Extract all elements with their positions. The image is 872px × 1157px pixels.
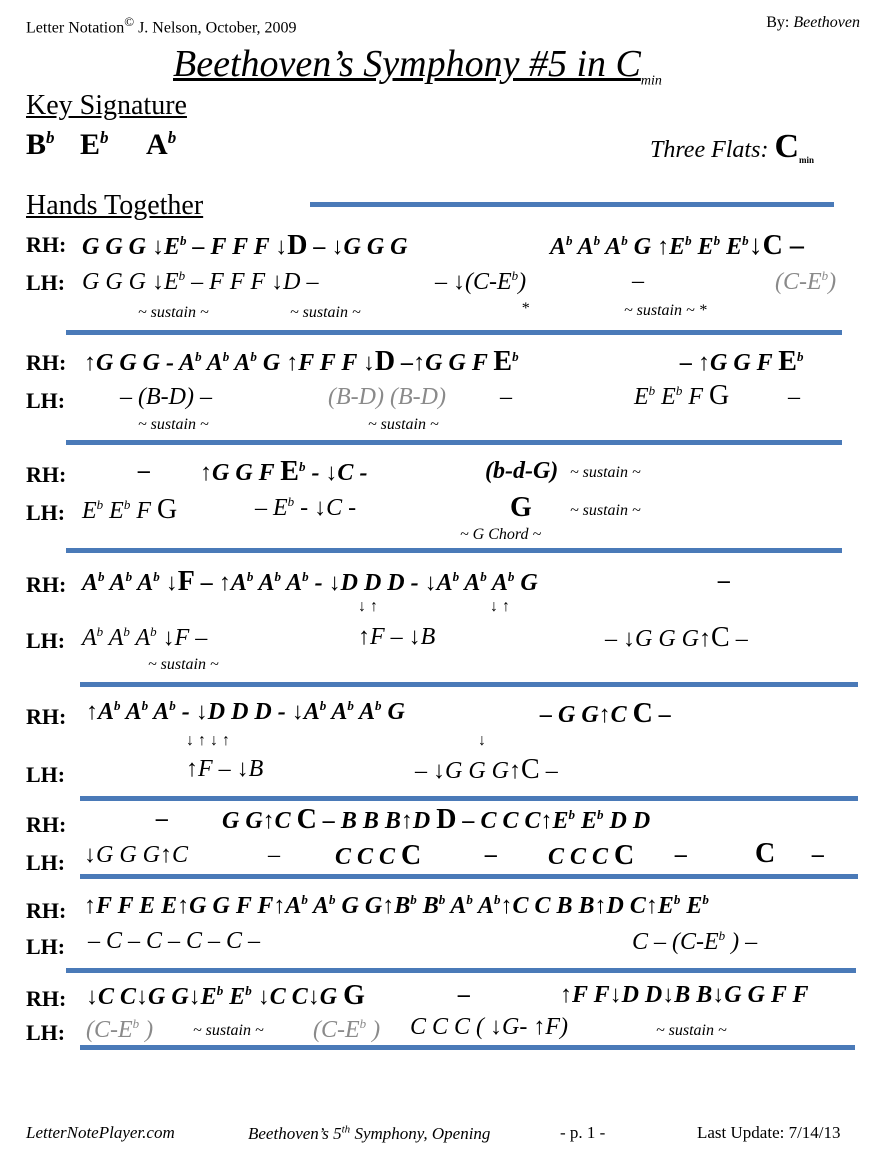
line5-rh-right: – G G↑C C – — [540, 698, 671, 729]
arrow-marks: ↓ ↑ — [358, 598, 378, 615]
line3-rh: ↑G G F $E^b$ - ↓C - — [200, 456, 368, 487]
three-flats-label — [650, 128, 814, 166]
key-signature-notes — [26, 128, 176, 162]
lh-label: LH: — [26, 270, 66, 295]
footer-page-number: - p. 1 - — [560, 1123, 606, 1142]
sustain-note: ~ sustain ~ — [368, 416, 439, 433]
sustain-note: ~ sustain ~ — [138, 416, 209, 433]
line2-lh: – (B-D) – — [120, 384, 212, 410]
lh-label: LH: — [26, 500, 66, 525]
flat-mark: b — [46, 128, 55, 147]
by-name: Beethoven — [793, 14, 860, 31]
lh-label: LH: — [26, 1020, 66, 1045]
sustain-note: ~ sustain ~ — [656, 1022, 727, 1039]
line1-lh: G G G $↓E^b$ – F F F ↓D – — [82, 268, 319, 295]
lh-label: LH: — [26, 628, 66, 653]
sustain-note: ~ sustain ~ — [138, 304, 209, 321]
line6-rh-dash: – — [156, 806, 168, 832]
line6-lh-c3: C — [755, 838, 776, 869]
line2-rh: ↑G G G - $A^b$ $A^b$ $A^b$ G ↑F F F ↓D –↑G G F $E^b$ — [84, 346, 519, 377]
divider-bar — [66, 968, 856, 973]
line1-lh-mid: – $↓(C-E^b)$ — [435, 268, 527, 295]
divider-bar — [80, 796, 858, 801]
line4-lh-right: – ↓G G G↑C – — [605, 622, 748, 653]
line4-rh-end: – — [718, 568, 730, 594]
lh-label: LH: — [26, 850, 66, 875]
line2-rh-right: – ↑G G F $E^b$ — [680, 346, 804, 377]
by-label: By: — [766, 14, 790, 31]
divider-bar — [80, 874, 858, 879]
divider-bar — [66, 330, 842, 335]
line8-rh: ↓C C↓G $G↓E^b$ $E^b$ ↓C C↓G G — [86, 980, 365, 1011]
sustain-note: ~ sustain ~ — [570, 502, 641, 519]
line6-lh-dash: – — [268, 842, 280, 868]
title-sub: min — [640, 73, 662, 89]
line2-lh-dash: – — [500, 384, 512, 410]
rh-label: RH: — [26, 462, 67, 487]
arrow-marks: ↓ — [478, 732, 486, 749]
line5-rh: $↑A^b$ $A^b$ $A^b$ - ↓D D D - $↓A^b$ $A^b$ $A^b$ G — [86, 698, 405, 725]
key-note-e: E — [80, 128, 101, 161]
line3-rh-chord: (b-d-G) — [485, 458, 559, 484]
line4-lh-mid: ↑F – ↓B — [358, 624, 436, 650]
line4-lh: $A^b$ $A^b$ $A^b$ ↓F – — [82, 624, 208, 651]
line6-lh-end: – — [812, 842, 824, 868]
rh-label: RH: — [26, 986, 67, 1011]
divider-bar — [80, 682, 858, 687]
key-signature-heading: Key Signature — [26, 90, 187, 121]
line2-lh-gray: (B-D) (B-D) — [328, 384, 446, 410]
divider-bar — [66, 440, 842, 445]
footer-site: LetterNotePlayer.com — [26, 1123, 175, 1142]
rh-label: RH: — [26, 350, 67, 375]
header-left — [26, 14, 297, 37]
arrow-marks: ↓ ↑ ↓ ↑ — [186, 732, 230, 749]
lh-label: LH: — [26, 388, 66, 413]
line6-lh-dash2: – — [485, 842, 497, 868]
rh-label: RH: — [26, 898, 67, 923]
title-main: Beethoven’s Symphony #5 in C — [173, 43, 641, 85]
line3-lh-chord: G — [510, 492, 532, 523]
line7-rh: ↑F F E E↑G G F $F↑A^b$ $A^b$ G $G↑B^b$ $B^b$ $A^b$ $A^b↑C$ C B B↑D $C↑E^b$ $E^b$ — [84, 892, 709, 919]
line4-rh: $A^b$ $A^b$ $A^b$ ↓F – $↑A^b$ $A^b$ $A^b$ - ↓D D D - $↓A^b$ $A^b$ $A^b$ G — [82, 566, 538, 597]
rh-label: RH: — [26, 704, 67, 729]
line8-lh-gray2: ($C-E^b$ ) — [313, 1016, 381, 1043]
line5-lh-right: – ↓G G G↑C – — [415, 754, 558, 785]
page-title — [173, 42, 662, 90]
line8-rh-dash: – — [458, 982, 470, 1008]
rh-label: RH: — [26, 812, 67, 837]
line3-lh-mid: – $E^b$ - ↓C - — [255, 494, 357, 521]
line8-lh-gray1: ($C-E^b$ ) — [86, 1016, 154, 1043]
lh-label: LH: — [26, 934, 66, 959]
release-mark: * — [521, 300, 529, 317]
three-flats-text: Three Flats: — [650, 137, 769, 163]
rh-label: RH: — [26, 572, 67, 597]
footer-last-update: Last Update: 7/14/13 — [697, 1123, 841, 1142]
footer-piece: Beethoven’s 5th Symphony, Opening — [248, 1123, 491, 1143]
line6-rh: G G↑C C – B B B↑D D – C C $C↑E^b$ $E^b$ D D — [222, 804, 651, 835]
line8-rh-right: ↑F F↓D D↓B B↓G G F F — [560, 982, 809, 1008]
key-note-b: B — [26, 128, 47, 161]
line6-lh-dash3: – — [675, 842, 687, 868]
line1-rh: G G G $↓E^b$ – F F F ↓D – ↓G G G — [82, 230, 408, 261]
line3-rh-dash: – — [138, 458, 150, 484]
sustain-note: ~ sustain ~ — [148, 656, 219, 673]
line3-lh: $E^b$ $E^b$ F G — [82, 494, 178, 525]
key-note-a: A — [146, 128, 168, 161]
line1-lh-dash: – — [632, 268, 644, 294]
flat-mark: b — [100, 128, 109, 147]
lh-label: LH: — [26, 762, 66, 787]
rh-label: RH: — [26, 232, 67, 257]
line6-lh-c2: C C C C — [548, 840, 635, 871]
chord-note: ~ G Chord ~ — [460, 526, 542, 543]
divider-bar — [66, 548, 842, 553]
arrow-marks: ↓ ↑ — [490, 598, 510, 615]
line5-lh: ↑F – ↓B — [186, 756, 264, 782]
header-right — [766, 14, 860, 32]
sustain-note: ~ sustain ~ — [193, 1022, 264, 1039]
line2-lh-right: $E^b$ $E^b$ F G — [634, 380, 730, 411]
divider-bar — [310, 202, 834, 207]
flat-mark: b — [167, 128, 177, 147]
sustain-note: ~ sustain ~ — [290, 304, 361, 321]
sustain-note: ~ sustain ~ — [570, 464, 641, 481]
line8-lh: C C C ( ↓G- ↑F) — [410, 1014, 568, 1040]
hands-together-heading: Hands Together — [26, 190, 204, 221]
three-flats-sub: min — [799, 154, 815, 165]
line6-lh: ↓G G G↑C — [84, 842, 189, 868]
divider-bar — [80, 1045, 855, 1050]
copyright-mark: © — [124, 14, 135, 29]
line7-lh-right: C – ($C-E^b$ ) – — [632, 928, 758, 955]
sustain-note: ~ sustain ~ * — [624, 302, 707, 319]
line1-lh-gray: $(C-E^b)$ — [775, 268, 837, 295]
three-flats-key: C — [774, 128, 799, 165]
line7-lh: – C – C – C – C – — [88, 928, 261, 954]
header-author: J. Nelson, October, 2009 — [138, 19, 297, 37]
line2-lh-end: – — [788, 384, 800, 410]
line1-rh-right: $A^b$ $A^b$ $A^b$ G $↑E^b$ $E^b$ $E^b↓C$ – — [550, 230, 804, 261]
line6-lh-c1: C C C C — [335, 840, 422, 871]
header-title: Letter Notation — [26, 19, 125, 37]
